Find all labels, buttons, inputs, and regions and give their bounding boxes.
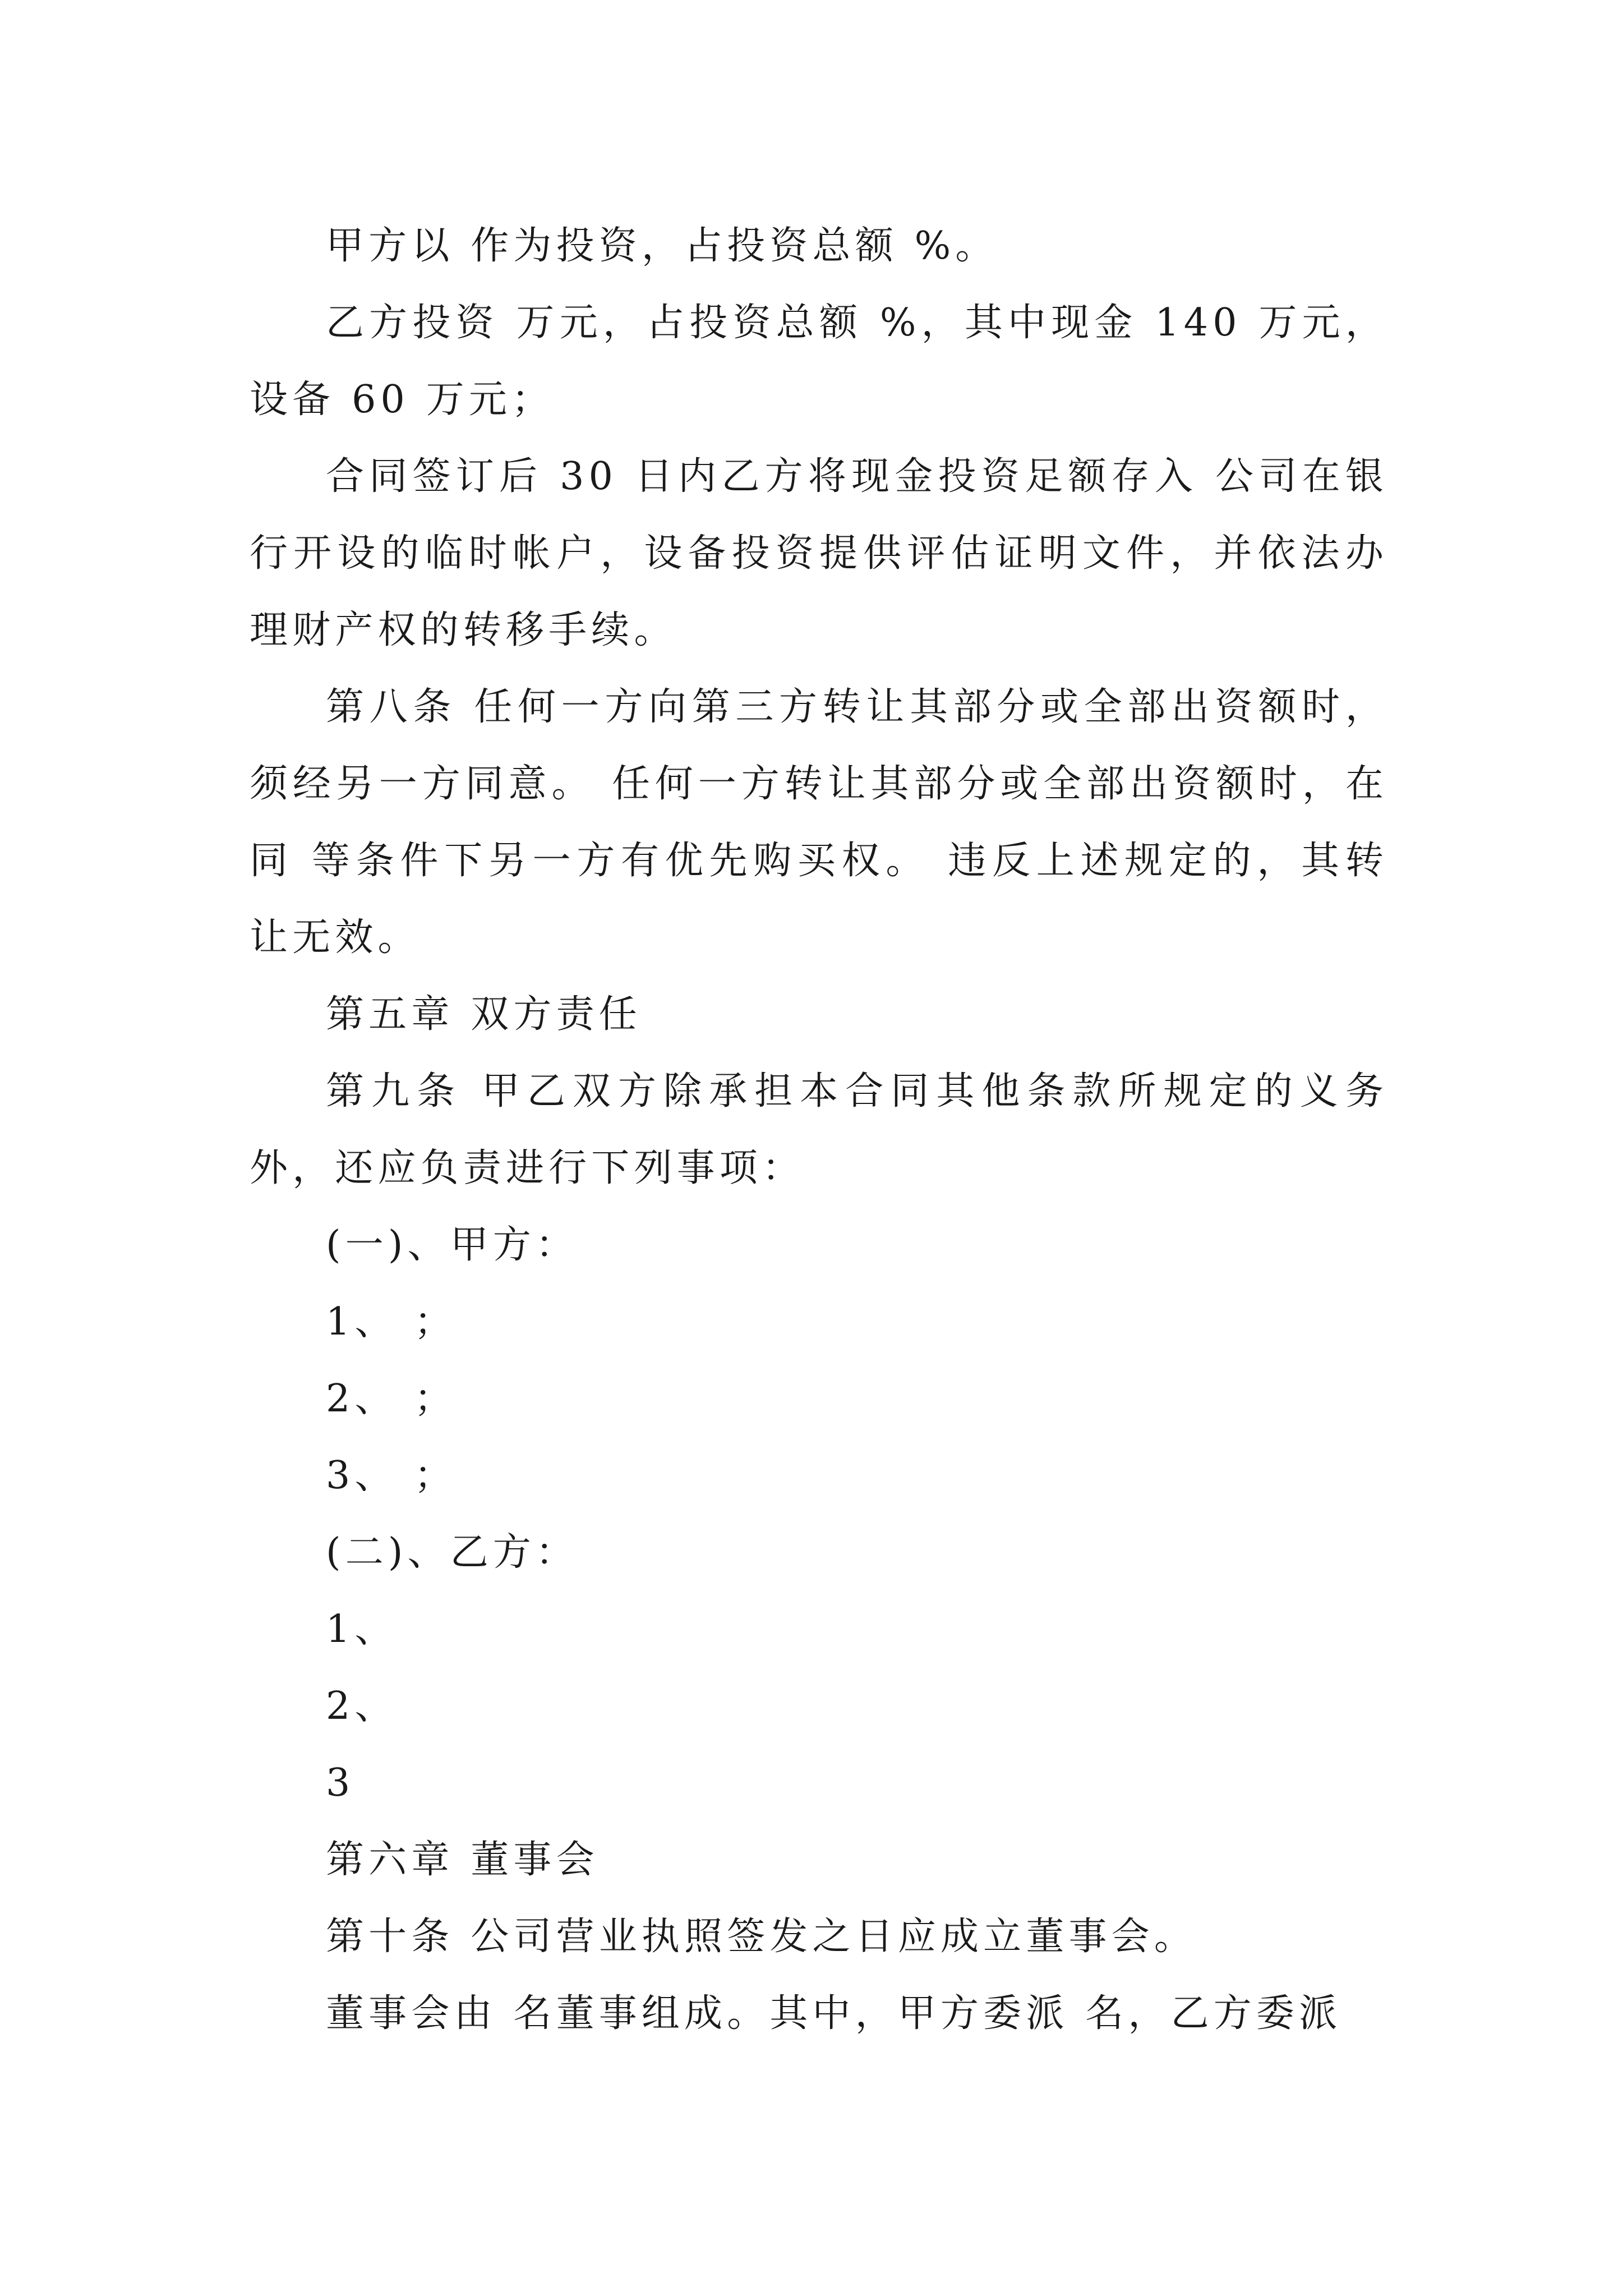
- paragraph-article-8: 第八条 任何一方向第三方转让其部分或全部出资额时，须经另一方同意。 任何一方转让其部分或全部出资额时，在同 等条件下另一方有优先购买权。 违反上述规定的，其转让无效。: [250, 685, 1388, 960]
- list-item-party-b-1: 1、: [326, 1607, 398, 1651]
- document-body: [250, 208, 1388, 2052]
- list-heading-party-b: (二)、乙方：: [326, 1530, 579, 1575]
- paragraph-investment-party-b: 乙方投资 万元，占投资总额 %，其中现金 140 万元，设备 60 万元；: [250, 301, 1388, 422]
- paragraph-investment-party-a: 甲方以 作为投资，占投资总额 %。: [326, 224, 998, 268]
- list-item-party-a-2: 2、 ；: [326, 1377, 457, 1421]
- list-item-party-b-2: 2、: [326, 1684, 398, 1728]
- heading-chapter-5: 第五章 双方责任: [326, 992, 642, 1037]
- paragraph-board-composition: 董事会由 名董事组成。其中，甲方委派 名，乙方委派: [326, 1991, 1342, 2036]
- paragraph-deposit-terms: 合同签订后 30 日内乙方将现金投资足额存入 公司在银行开设的临时帐户，设备投资提供评估证明文件，并依法办理财产权的转移手续。: [250, 454, 1388, 652]
- paragraph-article-9: 第九条 甲乙双方除承担本合同其他条款所规定的义务外，还应负责进行下列事项：: [250, 1069, 1388, 1190]
- paragraph-article-10: 第十条 公司营业执照签发之日应成立董事会。: [326, 1915, 1197, 1959]
- list-item-party-b-3: 3: [326, 1761, 355, 1805]
- list-item-party-a-1: 1、 ；: [326, 1300, 457, 1344]
- list-item-party-a-3: 3、 ；: [326, 1453, 457, 1498]
- heading-chapter-6: 第六章 董事会: [326, 1838, 599, 1882]
- list-heading-party-a: (一)、甲方：: [326, 1223, 579, 1267]
